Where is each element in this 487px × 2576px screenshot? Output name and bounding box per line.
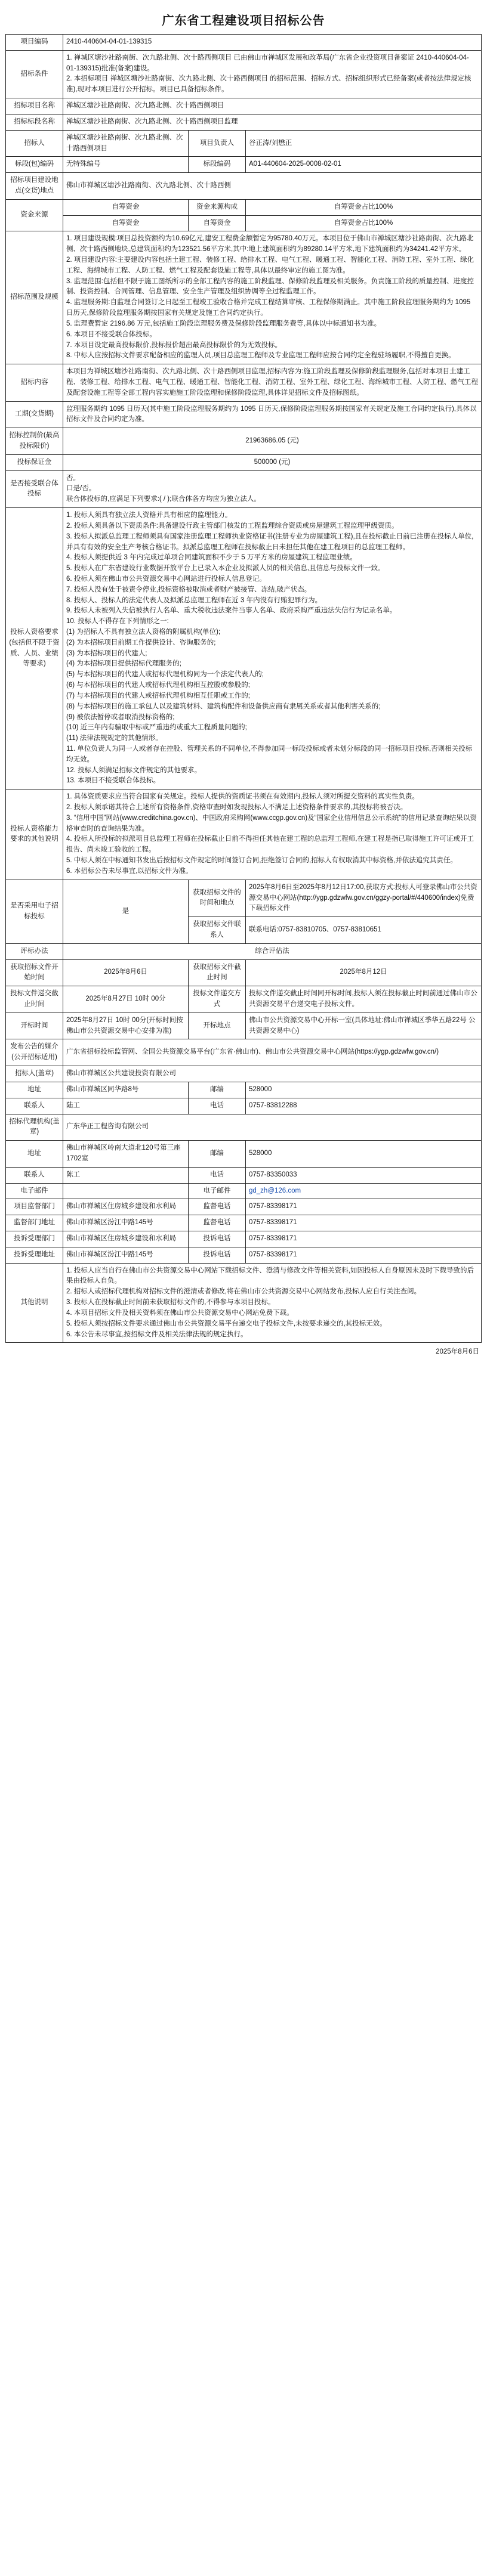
label-bid-deadline: 投标文件递交截止时间 — [6, 986, 63, 1013]
label-complaint-addr: 投诉受理地址 — [6, 1247, 63, 1263]
label-owner-zip: 邮编 — [189, 1082, 246, 1098]
row-agent-email — [6, 1183, 482, 1199]
row-owner — [6, 130, 482, 157]
value-complaint-phone-2: 0757-83398171 — [246, 1247, 482, 1263]
value-duration: 监理服务期约 1095 日历天(其中施工阶段监理服务期约为 1095 日历天,保修阶段监理服务期按国家有关规定及施工合同约定执行),具体以招标文件及合同约定为准。 — [63, 401, 482, 428]
funding-col1: 自筹资金 — [63, 199, 189, 215]
funding-col3: 自筹资金占比100% — [246, 199, 482, 215]
label-agent-zip: 邮编 — [189, 1141, 246, 1168]
value-doc-time-2: 2025年8月12日 — [246, 959, 482, 986]
label-complaint-phone-2: 投诉电话 — [189, 1247, 246, 1263]
value-owner: 禅城区塘沙社路南街、次九路北侧、次十路西侧项目 — [63, 130, 189, 157]
row-section-code — [6, 157, 482, 173]
value-agent-addr: 佛山市禅城区岭南大道北120号第三座1702室 — [63, 1141, 189, 1168]
row-project-name — [6, 98, 482, 114]
value-owner-addr: 佛山市禅城区同华路8号 — [63, 1082, 189, 1098]
label-opening: 开标时间 — [6, 1013, 63, 1039]
label-content: 招标内容 — [6, 364, 63, 401]
value-agent-email-left — [63, 1183, 189, 1199]
row-location — [6, 173, 482, 200]
label-bid-bond: 投标保证金 — [6, 454, 63, 470]
notice-table — [5, 34, 482, 1343]
row-funding — [6, 199, 482, 215]
label-qualification: 投标人资格要求(包括但不限于资质、人员、业绩等要求) — [6, 508, 63, 789]
label-agent-addr: 地址 — [6, 1141, 63, 1168]
row-supervisor-addr — [6, 1215, 482, 1231]
funding2-col3: 自筹资金占比100% — [246, 215, 482, 231]
row-eval-method — [6, 943, 482, 959]
label-joint-bid: 是否接受联合体投标 — [6, 470, 63, 507]
label-complaint-phone: 投诉电话 — [189, 1231, 246, 1247]
row-prequal — [6, 880, 482, 917]
notice-page — [5, 0, 482, 1356]
label-duration: 工期(交货期) — [6, 401, 63, 428]
value-doc-time: 2025年8月6日 — [63, 959, 189, 986]
label-section-code: 标段(包)编码 — [6, 157, 63, 173]
label-supervisor-phone: 监督电话 — [189, 1199, 246, 1215]
label-project-code: 项目编码 — [6, 35, 63, 51]
row-funding-2 — [6, 215, 482, 231]
row-opening — [6, 1013, 482, 1039]
value-bid-deadline: 2025年8月27日 10时 00分 — [63, 986, 189, 1013]
label-owner: 招标人 — [6, 130, 63, 157]
label-funding: 资金来源 — [6, 199, 63, 231]
value-section-code: 无特殊编号 — [63, 157, 189, 173]
value-scope: 1. 项目建设规模:项目总投资额约为10.69亿元,建安工程费金额暂定为95780.40万元。本项目位于佛山市禅城区塘沙社路南街、次九路北侧、次十路西侧地块,总建筑面积约为123521.56平方米,其中:地上建筑面积约为89280.14平方米,地下建筑面积约为34241.42平方米。 2. 项目建设内容:主要建设内容包括土建工程、装修工程、给排水工程、电气工程、暖通工程、智能化工程、消防工程、室外工程、绿化工程、海绵城市工程、人防工程、燃气工程及配套设施工程等,具体以最终审定的施工图为准。 3. 监理范围:包括但不限于施工图纸所示的全部工程内容的施工阶段监理、保修阶段监理及相关服务。负责施工阶段的质量控制、进度控制、投资控制、合同管理、信息管理、安全生产管理及组织协调等全过程监理工作。 4. 监理服务期:自监理合同签订之日起至工程竣工验收合格并完成工程结算审核、工程保修期满止。其中施工阶段监理服务期约为 1095 日历天,保修阶段监理服务期按国家有关规定及施工合同约定执行。 5. 监理费暂定 2196.86 万元,包括施工阶段监理服务费及保修阶段监理服务费等,具体以中标通知书为准。 6. 本项目不接受联合体投标。 7. 本项目设定最高投标限价,投标报价超出最高投标限价的为无效投标。 8. 中标人应按招标文件要求配备相应的监理人员,项目总监理工程师及专业监理工程师应按合同约定全程驻场履职,不得擅自更换。 — [63, 231, 482, 364]
label-owner-addr: 地址 — [6, 1082, 63, 1098]
label-project-name: 招标项目名称 — [6, 98, 63, 114]
value-conditions: 1. 禅城区塘沙社路南街、次九路北侧、次十路西侧项目 已由佛山市禅城区发展和改革局(广东省企业投资项目备案证 2410-440604-04-01-139315)批准(备案)建设。 2. 本招标项目 禅城区塘沙社路南街、次九路北侧、次十路西侧项目 的招标范围、招标方式、招标组织形式已经备案(或者按法律规定核准),现对本项目进行公开招标。项目已具备招标条件。 — [63, 50, 482, 98]
value-complaint-phone: 0757-83398171 — [246, 1231, 482, 1247]
row-other-req — [6, 789, 482, 880]
row-complaint — [6, 1231, 482, 1247]
label-prequal: 是否采用电子招标投标 — [6, 880, 63, 943]
value-supervisor: 佛山市禅城区住房城乡建设和水利局 — [63, 1199, 189, 1215]
row-owner-contact — [6, 1098, 482, 1114]
label-owner-contact: 项目负责人 — [189, 130, 246, 157]
value-supervisor-addr: 佛山市禅城区汾江中路145号 — [63, 1215, 189, 1231]
footer-date: 2025年8月6日 — [436, 1348, 479, 1356]
value-supervisor-phone-2: 0757-83398171 — [246, 1215, 482, 1231]
value-section-code-2: A01-440604-2025-0008-02-01 — [246, 157, 482, 173]
value-section-name: 禅城区塘沙社路南街、次九路北侧、次十路西侧项目监理 — [63, 114, 482, 130]
label-complaint: 投诉受理部门 — [6, 1231, 63, 1247]
value-opening: 2025年8月27日 10时 00分(开标时间按佛山市公共资源交易中心安排为准) — [63, 1013, 189, 1039]
label-owner-contact-person: 联系人 — [6, 1098, 63, 1114]
value-media: 广东省招标投标监管网、全国公共资源交易平台(广东省·佛山市)、佛山市公共资源交易中心网站(https://ygp.gdzwfw.gov.cn/) — [63, 1039, 482, 1066]
funding2-col2: 自筹资金 — [189, 215, 246, 231]
value-agent-zip: 528000 — [246, 1141, 482, 1168]
label-notes: 其他说明 — [6, 1263, 63, 1343]
label-agent-phone: 电话 — [189, 1167, 246, 1183]
label-other-req: 投标人资格能力要求的其他说明 — [6, 789, 63, 880]
label-opening-2: 开标地点 — [189, 1013, 246, 1039]
row-bid-deadline — [6, 986, 482, 1013]
value-owner-contact: 谷正涛/刘懋正 — [246, 130, 482, 157]
value-eval-method: 综合评估法 — [63, 943, 482, 959]
value-prequal: 是 — [63, 880, 189, 943]
value-owner-info: 佛山市禅城区公共建设投资有限公司 — [63, 1066, 482, 1082]
value-agent-phone: 0757-83350033 — [246, 1167, 482, 1183]
value-complaint: 佛山市禅城区住房城乡建设和水利局 — [63, 1231, 189, 1247]
row-scope — [6, 231, 482, 364]
label-agent: 招标代理机构(盖章) — [6, 1114, 63, 1141]
label-eval-method: 评标办法 — [6, 943, 63, 959]
funding2-col1: 自筹资金 — [63, 215, 189, 231]
value-other-req: 1. 具体资质要求应当符合国家有关规定。投标人提供的资质证书须在有效期内,投标人须对所提交资料的真实性负责。 2. 投标人须承诺其符合上述所有资格条件,资格审查时如发现投标人不满足上述资格条件要求的,其投标将被否决。 3. “信用中国”网站(www.creditchina.gov.cn)、中国政府采购网(www.ccgp.gov.cn)及“国家企业信用信息公示系统”的信用记录查询结果以资格审查时的查询结果为准。 4. 投标人所投标的拟派项目总监理工程师在投标截止日前不得担任其他在建工程的总监理工程师,在建工程是指已取得施工许可证或开工报告、尚未竣工验收的工程。 5. 中标人须在中标通知书发出后按招标文件规定的时间签订合同,拒绝签订合同的,招标人有权取消其中标资格,并依法追究其责任。 6. 本招标公告未尽事宜,以招标文件为准。 — [63, 789, 482, 880]
label-conditions: 招标条件 — [6, 50, 63, 98]
value-prequal-2: 2025年8月6日至2025年8月12日17:00,获取方式:投标人可登录佛山市公共资源交易中心网站(http://ygp.gdzwfw.gov.cn/ggzy-portal/#/440600/index)免费下载招标文件 — [246, 880, 482, 917]
value-supervisor-phone: 0757-83398171 — [246, 1199, 482, 1215]
label-doc-time: 获取招标文件开始时间 — [6, 959, 63, 986]
value-complaint-addr: 佛山市禅城区汾江中路145号 — [63, 1247, 189, 1263]
label-doc-time-2: 获取招标文件截止时间 — [189, 959, 246, 986]
label-supervisor-phone-2: 监督电话 — [189, 1215, 246, 1231]
value-agent-contact: 陈工 — [63, 1167, 189, 1183]
value-bid-deadline-2: 投标文件递交截止时间同开标时间,投标人须在投标截止时间前通过佛山市公共资源交易平台递交电子投标文件。 — [246, 986, 482, 1013]
row-agent-contact — [6, 1167, 482, 1183]
value-opening-2: 佛山市公共资源交易中心开标一室(具体地址:佛山市禅城区季华五路22号 公共资源交易中心) — [246, 1013, 482, 1039]
value-bid-bond: 500000 (元) — [63, 454, 482, 470]
value-location: 佛山市禅城区塘沙社路南街、次九路北侧、次十路西侧 — [63, 173, 482, 200]
row-bid-bond — [6, 454, 482, 470]
row-complaint-addr — [6, 1247, 482, 1263]
row-qualification — [6, 508, 482, 789]
row-notes — [6, 1263, 482, 1343]
row-owner-addr — [6, 1082, 482, 1098]
label-bid-deadline-2: 投标文件递交方式 — [189, 986, 246, 1013]
value-owner-contact-person: 陆工 — [63, 1098, 189, 1114]
label-media: 发布公告的媒介(公开招标适用) — [6, 1039, 63, 1066]
value-project-name: 禅城区塘沙社路南街、次九路北侧、次十路西侧项目 — [63, 98, 482, 114]
row-media — [6, 1039, 482, 1066]
value-owner-zip: 528000 — [246, 1082, 482, 1098]
row-supervisor — [6, 1199, 482, 1215]
value-notes: 1. 投标人应当自行在佛山市公共资源交易中心网站下载招标文件、澄清与修改文件等相关资料,如因投标人自身原因未及时下载导致的后果由投标人自负。 2. 招标人或招标代理机构对招标文件的澄清或者修改,将在佛山市公共资源交易中心网站发布,投标人应自行关注查阅。 3. 投标人在投标截止时间前未获取招标文件的,不得参与本项目投标。 4. 本项目招标文件及相关资料须在佛山市公共资源交易中心网站免费下载。 5. 投标人须按招标文件要求通过佛山市公共资源交易平台递交电子投标文件,未按要求递交的,其投标无效。 6. 本公告未尽事宜,按招标文件及相关法律法规的规定执行。 — [63, 1263, 482, 1343]
label-owner-info: 招标人(盖章) — [6, 1066, 63, 1082]
value-project-code: 2410-440604-04-01-139315 — [63, 35, 482, 51]
row-joint-bid — [6, 470, 482, 507]
label-owner-phone: 电话 — [189, 1098, 246, 1114]
value-owner-phone: 0757-83812288 — [246, 1098, 482, 1114]
label-agent-contact: 联系人 — [6, 1167, 63, 1183]
label-agent-email: 电子邮件 — [6, 1183, 63, 1199]
row-agent — [6, 1114, 482, 1141]
value-joint-bid: 否。 口是/否。 联合体投标的,应满足下列要求:( / );联合体各方均应为独立法人。 — [63, 470, 482, 507]
row-price-limit — [6, 428, 482, 455]
label-section-name: 招标标段名称 — [6, 114, 63, 130]
row-doc-time — [6, 959, 482, 986]
row-agent-addr — [6, 1141, 482, 1168]
value-price-limit: 21963686.05 (元) — [63, 428, 482, 455]
row-conditions — [6, 50, 482, 98]
label-prequal-2: 获取招标文件的时间和地点 — [189, 880, 246, 917]
row-content — [6, 364, 482, 401]
label-prequal-note: 获取招标文件联系人 — [189, 917, 246, 944]
label-price-limit: 招标控制价(最高投标限价) — [6, 428, 63, 455]
label-supervisor: 项目监督部门 — [6, 1199, 63, 1215]
page-title: 广东省工程建设项目招标公告 — [162, 14, 325, 27]
label-scope: 招标范围及规模 — [6, 231, 63, 364]
label-supervisor-addr: 监督部门地址 — [6, 1215, 63, 1231]
funding-col2: 资金来源构成 — [189, 199, 246, 215]
row-section-name — [6, 114, 482, 130]
row-duration — [6, 401, 482, 428]
value-content: 本项目为禅城区塘沙社路南街、次九路北侧、次十路西侧项目监理,招标内容为:施工阶段监理及保修阶段监理服务,包括对本项目土建工程、装修工程、给排水工程、电气工程、暖通工程、智能化工程、消防工程、室外工程、绿化工程、海绵城市工程、人防工程、燃气工程及配套设施工程等全部工程内容实施施工阶段监理和保修阶段监理,具体详见招标文件及招标图纸。 — [63, 364, 482, 401]
label-location: 招标项目建设地点(交货)地点 — [6, 173, 63, 200]
label-section-code-2: 标段编码 — [189, 157, 246, 173]
value-agent-email: gd_zh@126.com — [246, 1183, 482, 1199]
label-agent-email-2: 电子邮件 — [189, 1183, 246, 1199]
row-project-code — [6, 35, 482, 51]
value-qualification: 1. 投标人须具有独立法人资格并具有相应的监理能力。 2. 投标人须具备以下资质条件:具备建设行政主管部门核发的工程监理综合资质或房屋建筑工程监理甲级资质。 3. 投标人拟派总监理工程师须具有国家注册监理工程师执业资格证书(注册专业为房屋建筑工程),且在投标截止日前已注册在投标人单位,并具有有效的安全生产考核合格证书。拟派总监理工程师在投标截止日未担任其他在建工程项目的总监理工程师。 4. 投标人须提供近 3 年内完成过单项合同建筑面积不少于 5 万平方米的房屋建筑工程监理业绩。 5. 投标人在广东省建设行业数据开放平台上已录入本企业及拟派人员的相关信息,且信息与投标文件一致。 6. 投标人须在佛山市公共资源交易中心网站进行投标人信息登记。 7. 投标人没有处于被责令停业,投标资格被取消或者财产被接管、冻结,破产状态。 8. 投标人、投标人的法定代表人及拟派总监理工程师在近 3 年内没有行贿犯罪行为。 9. 投标人未被列入失信被执行人名单、重大税收违法案件当事人名单、政府采购严重违法失信行为记录名单。 10. 投标人不得存在下列情形之一: (1) 为招标人不具有独立法人资格的附属机构(单位); (2) 为本招标项目前期工作提供设计、咨询服务的; (3) 为本招标项目的代建人; (4) 为本招标项目提供招标代理服务的; (5) 与本招标项目的代建人或招标代理机构同为一个法定代表人的; (6) 与本招标项目的代建人或招标代理机构相互控股或参股的; (7) 与本招标项目的代建人或招标代理机构相互任职或工作的; (8) 与本招标项目的施工承包人以及建筑材料、建筑构配件和设备供应商有隶属关系或者其他利害关系的; (9) 被依法暂停或者取消投标资格的; (10) 近三年内有骗取中标或严重违约或重大工程质量问题的; (11) 法律法规规定的其他情形。 11. 单位负责人为同一人或者存在控股、管理关系的不同单位,不得参加同一标段投标或者未划分标段的同一招标项目投标,否则相关投标均无效。 12. 投标人须满足招标文件规定的其他要求。 13. 本项目不接受联合体投标。 — [63, 508, 482, 789]
value-agent: 广东华正工程咨询有限公司 — [63, 1114, 482, 1141]
value-prequal-note: 联系电话:0757-83810705、0757-83810651 — [246, 917, 482, 944]
row-owner-info — [6, 1066, 482, 1082]
